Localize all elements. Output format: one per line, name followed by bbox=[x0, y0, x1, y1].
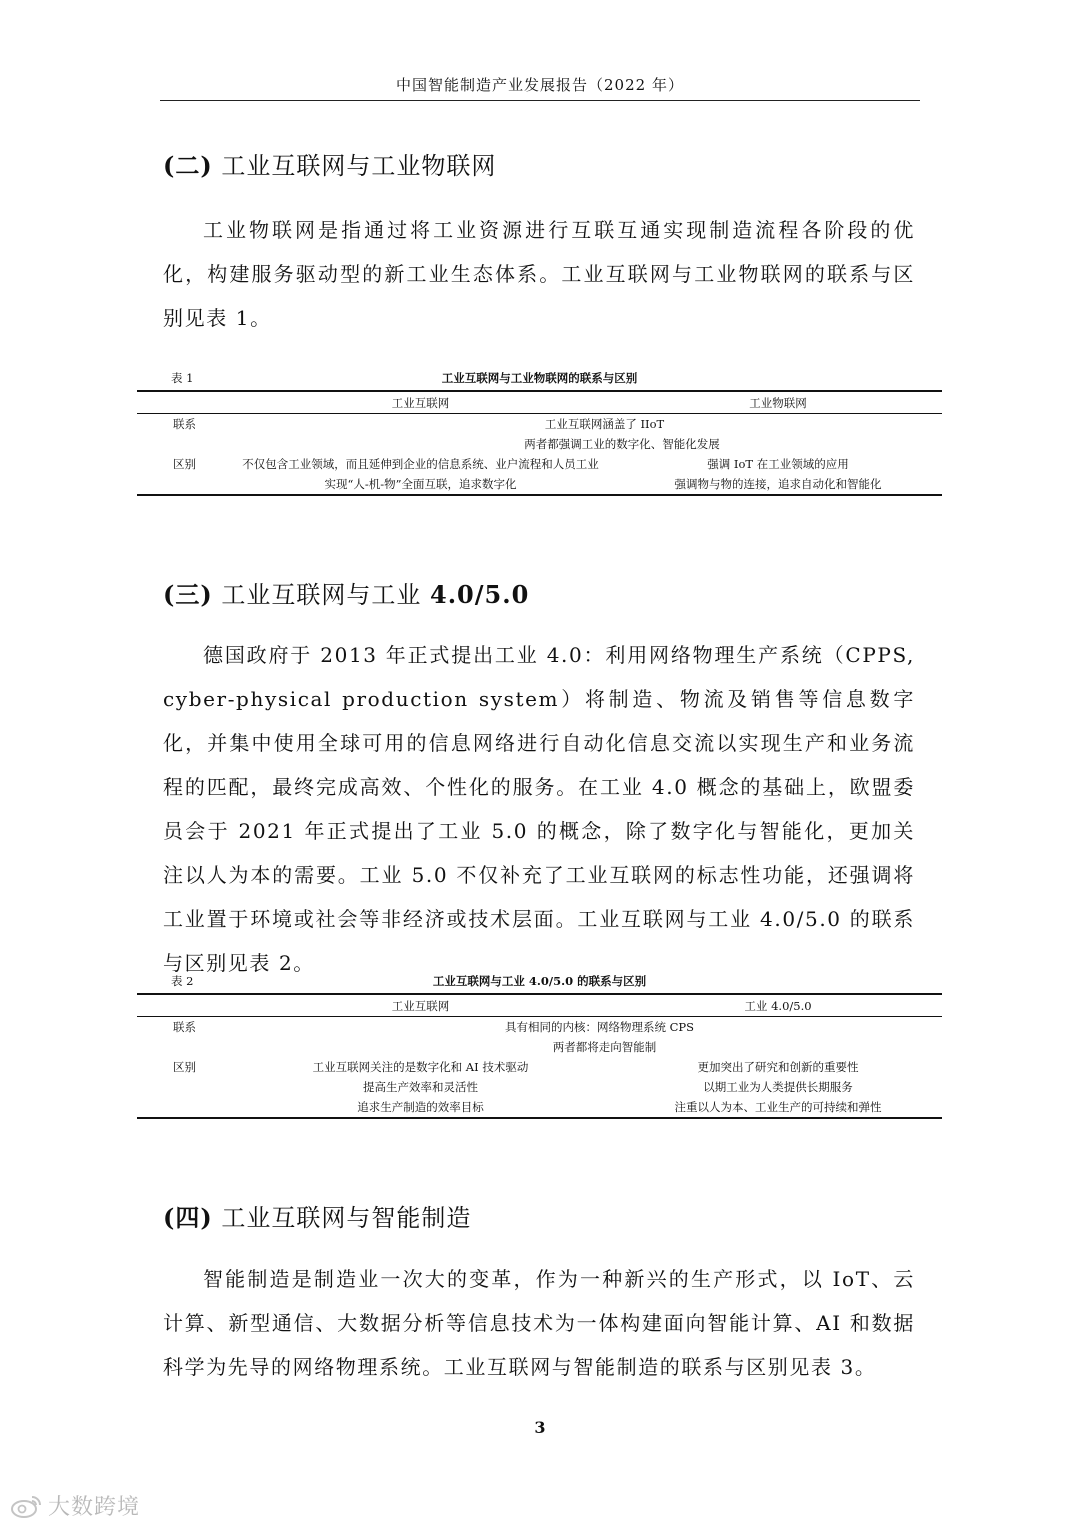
section-2-paragraph: 工业物联网是指通过将工业资源进行互联互通实现制造流程各阶段的优化，构建服务驱动型的新工业生态体系。工业互联网与工业物联网的联系与区别见表 1。 bbox=[163, 218, 915, 330]
table-2-connection-label: 联系 bbox=[173, 1020, 196, 1034]
table-row bbox=[137, 414, 942, 435]
page-number: 3 bbox=[534, 1418, 546, 1437]
section-3-number: (三) bbox=[163, 580, 213, 609]
section-2-heading bbox=[163, 146, 496, 181]
table-1-col-1: 工业互联网 bbox=[227, 391, 614, 414]
table-row bbox=[137, 474, 942, 495]
weibo-logo-icon bbox=[10, 1493, 44, 1519]
table-2-connection-line-1: 具有相同的内核：网络物理系统 CPS bbox=[504, 1020, 695, 1034]
section-3-paragraph: 德国政府于 2013 年正式提出工业 4.0：利用网络物理生产系统（CPPS, cyber-physical production system）将制造、物流及销售等信息数字化，并集中使用全球可用的信息网络进行自动化信息交流以实现生产和业务流程的匹配，最终完成高效、个性化的服务。在工业 4.0 概念的基础上，欧盟委员会于 2021 年正式提出了工业 5.0 的概念，除了数字化与智能化，更加关注以人为本的需要。工业 5.0 不仅补充了工业互联网的标志性功能，还强调将工业置于环境或社会等非经济或技术层面。工业互联网与工业 4.0/5.0 的联系与区别见表 2。 bbox=[163, 643, 915, 975]
table-row bbox=[137, 1097, 942, 1118]
section-2-title: 工业互联网与工业物联网 bbox=[221, 152, 497, 180]
table-row bbox=[137, 1077, 942, 1097]
table-row bbox=[137, 1017, 942, 1038]
table-1-label: 表 1 bbox=[171, 371, 194, 385]
table-2-connection-line-2: 两者都将走向智能制 bbox=[552, 1040, 657, 1054]
watermark bbox=[10, 1490, 140, 1521]
table-1-connection-line-1: 工业互联网涵盖了 IIoT bbox=[544, 417, 665, 431]
section-3-title-suffix: 4.0/5.0 bbox=[430, 580, 530, 609]
table-row bbox=[137, 1037, 942, 1057]
table-1-connection-label: 联系 bbox=[173, 417, 196, 431]
section-3-title: 工业互联网与工业 bbox=[221, 581, 422, 609]
table-cell: 以期工业为人类提供长期服务 bbox=[703, 1080, 853, 1094]
section-4-number: (四) bbox=[163, 1203, 213, 1232]
table-cell: 不仅包含工业领域，而且延伸到企业的信息系统、业户流程和人员工业 bbox=[242, 457, 599, 471]
table-2-title: 工业互联网与工业 4.0/5.0 的联系与区别 bbox=[432, 974, 647, 988]
section-3-heading bbox=[163, 575, 529, 610]
table-2-label: 表 2 bbox=[171, 974, 194, 988]
section-4-heading bbox=[163, 1198, 471, 1233]
section-2-number: (二) bbox=[163, 151, 213, 180]
section-4-paragraph: 智能制造是制造业一次大的变革，作为一种新兴的生产形式，以 IoT、云计算、新型通信、大数据分析等信息技术为一体构建面向智能计算、AI 和数据科学为先导的网络物理系统。工业互联网与智能制造的联系与区别见表 3。 bbox=[163, 1267, 915, 1379]
table-1-difference-label: 区别 bbox=[173, 457, 196, 471]
table-cell: 强调物与物的连接，追求自动化和智能化 bbox=[614, 474, 942, 495]
table-1-connection-line-2: 两者都强调工业的数字化、智能化发展 bbox=[524, 437, 720, 451]
header-rule bbox=[160, 100, 920, 101]
table-cell: 注重以人为本、工业生产的可持续和弹性 bbox=[614, 1097, 942, 1118]
table-2-caption bbox=[137, 973, 942, 993]
table-cell: 实现“人-机-物”全面互联，追求数字化 bbox=[227, 474, 614, 495]
running-header: 中国智能制造产业发展报告（2022 年） bbox=[396, 76, 684, 94]
table-2-header-row bbox=[137, 994, 942, 1017]
section-4-title: 工业互联网与智能制造 bbox=[221, 1204, 472, 1232]
table-cell: 更加突出了研究和创新的重要性 bbox=[697, 1060, 859, 1074]
table-1-col-2: 工业物联网 bbox=[614, 391, 942, 414]
table-1-title: 工业互联网与工业物联网的联系与区别 bbox=[441, 371, 638, 385]
table-cell: 提高生产效率和灵活性 bbox=[363, 1080, 478, 1094]
table-cell: 强调 IoT 在工业领域的应用 bbox=[707, 457, 849, 471]
table-2-col-1: 工业互联网 bbox=[227, 994, 614, 1017]
table-1-header-row bbox=[137, 391, 942, 414]
table-row bbox=[137, 454, 942, 474]
table-cell: 追求生产制造的效率目标 bbox=[227, 1097, 614, 1118]
table-2-col-2: 工业 4.0/5.0 bbox=[614, 994, 942, 1017]
table-1 bbox=[137, 370, 942, 496]
table-cell: 工业互联网关注的是数字化和 AI 技术驱动 bbox=[312, 1060, 529, 1074]
table-row bbox=[137, 1057, 942, 1077]
table-1-caption bbox=[137, 370, 942, 390]
watermark-text: 大数跨境 bbox=[48, 1495, 141, 1520]
table-2 bbox=[137, 973, 942, 1119]
table-2-difference-label: 区别 bbox=[173, 1060, 196, 1074]
table-row bbox=[137, 434, 942, 454]
